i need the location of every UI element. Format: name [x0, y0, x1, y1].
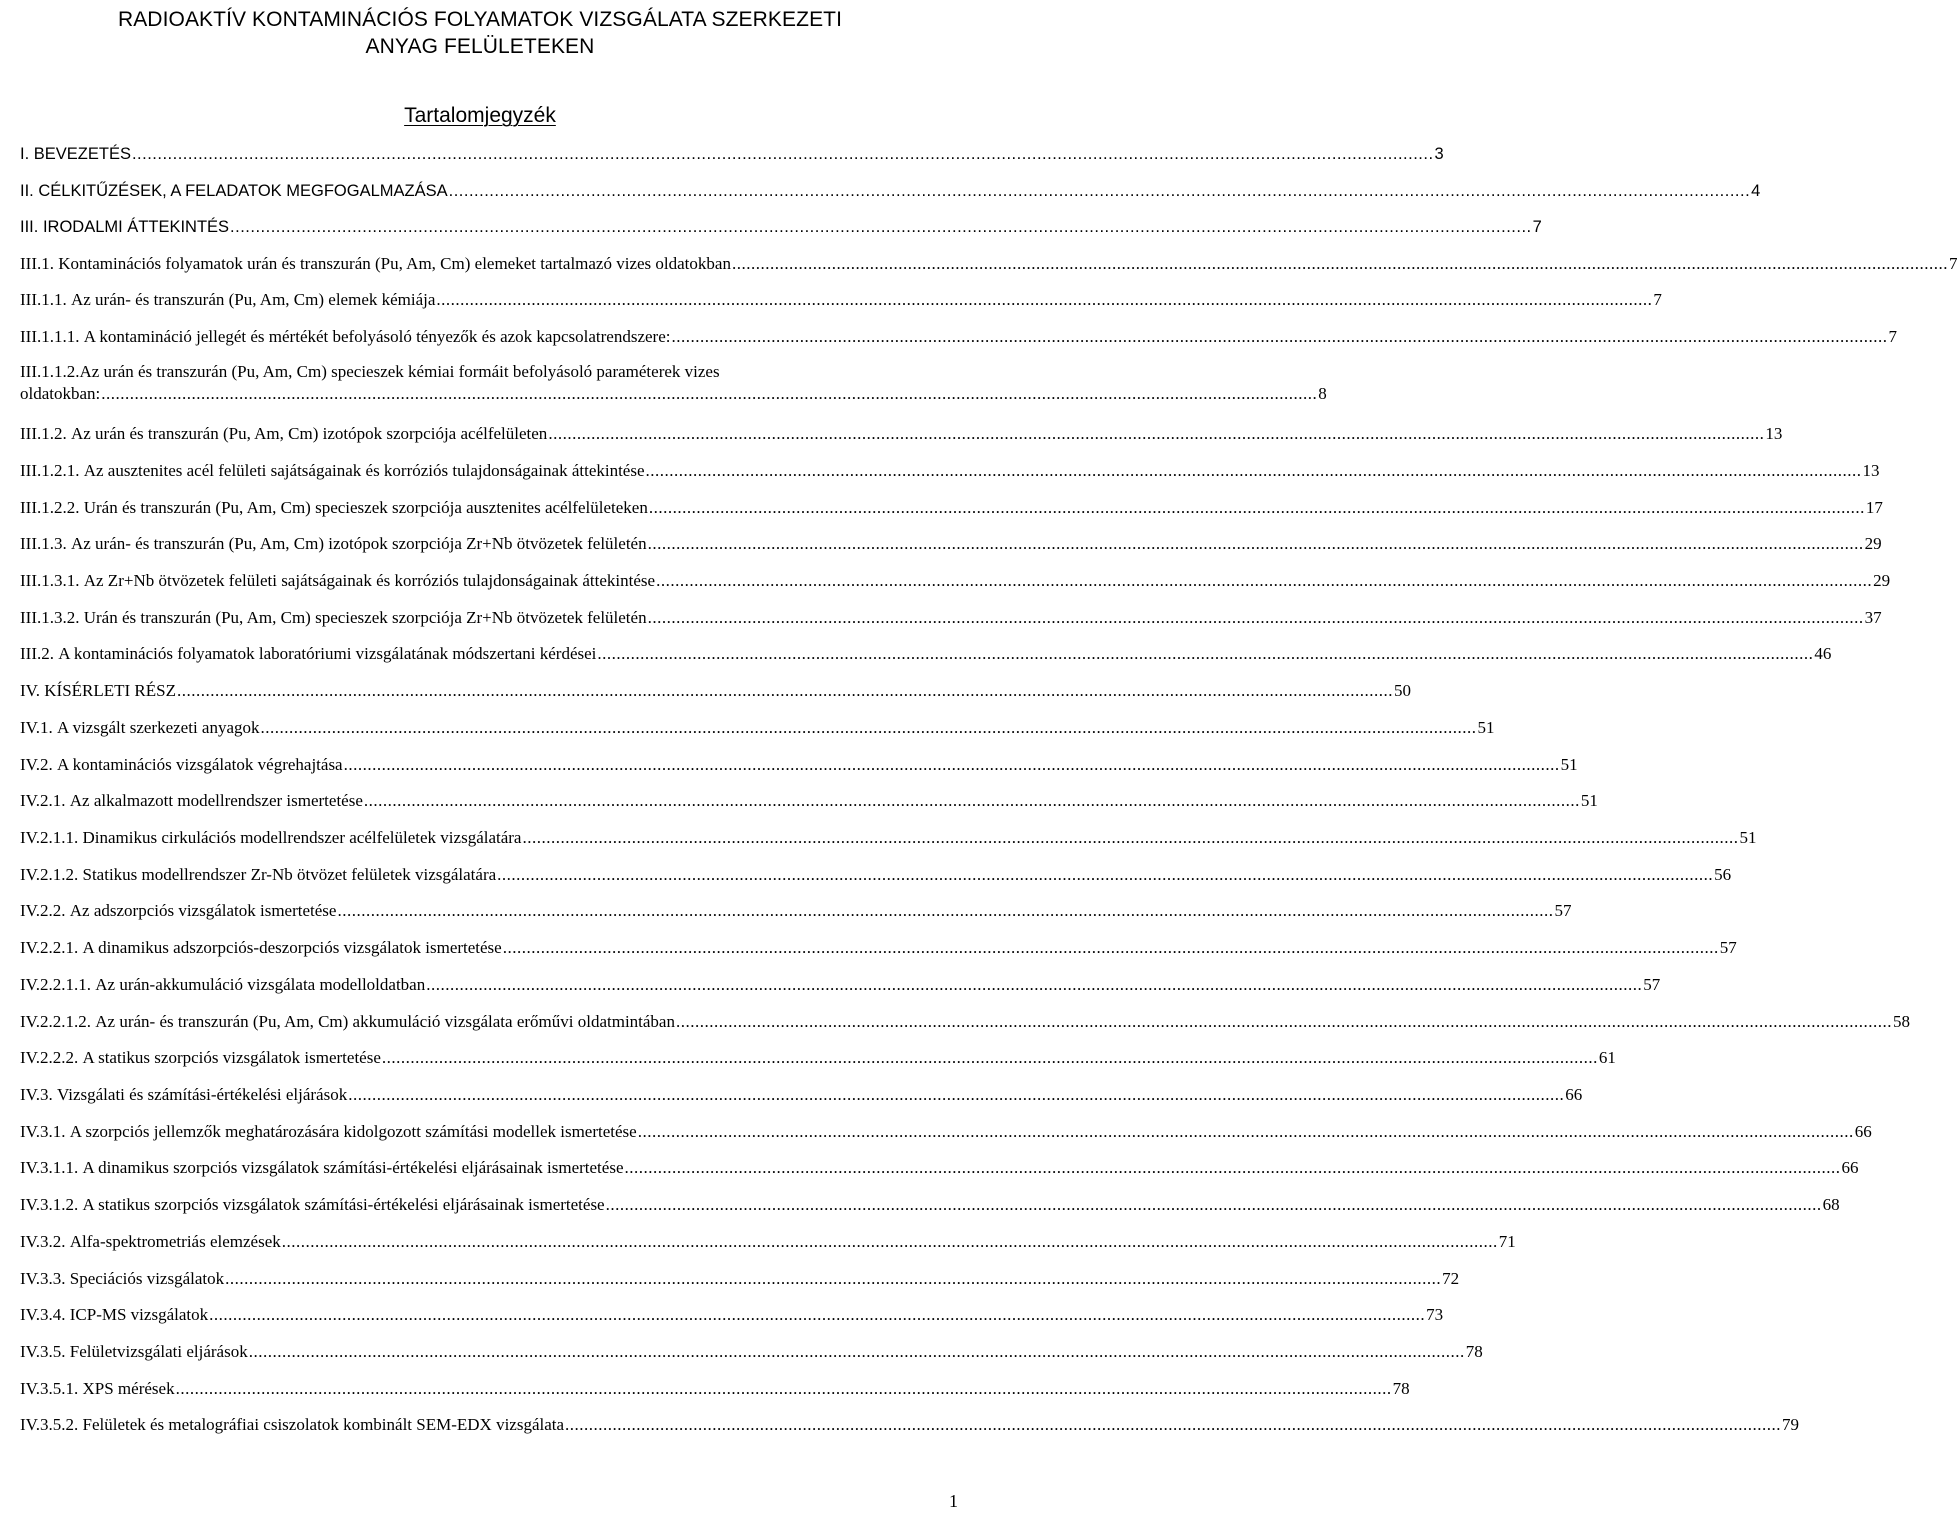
toc-entry-label: Az urán-akkumuláció vizsgálata modelloldatban: [95, 975, 426, 994]
toc-leader-dots: [261, 717, 1477, 739]
toc-entry-number: IV.3.2.: [20, 1232, 66, 1251]
toc-entry-number: III.1.3.2.: [20, 608, 80, 627]
toc-entry-number: II.: [20, 182, 34, 200]
toc-entry[interactable]: [20, 935, 1737, 959]
toc-entry-label: A statikus szorpciós vizsgálatok számítási-értékelési eljárásainak ismertetése: [82, 1195, 605, 1214]
toc-leader-dots: [282, 1231, 1498, 1253]
toc-leader-dots: [230, 216, 1532, 238]
toc-entry[interactable]: [20, 1229, 1516, 1253]
toc-entry-page: 29: [1873, 571, 1891, 590]
toc-entry-page: 58: [1892, 1012, 1910, 1031]
toc-entry[interactable]: [20, 641, 1832, 665]
toc-entry[interactable]: [20, 361, 1327, 409]
toc-entry[interactable]: [20, 678, 1411, 702]
toc-entry-page: 13: [1862, 461, 1880, 480]
toc-leader-dots: [382, 1047, 1598, 1069]
toc-entry-label: A statikus szorpciós vizsgálatok ismertetése: [82, 1048, 381, 1067]
toc-entry-label: Az adszorpciós vizsgálatok ismertetése: [69, 901, 337, 920]
toc-entry-page: 57: [1719, 938, 1737, 957]
toc-leader-dots: [606, 1194, 1822, 1216]
document-title-line-2: ANYAG FELÜLETEKEN: [365, 35, 595, 58]
toc-entry[interactable]: [20, 1045, 1616, 1069]
toc-entry-page: 57: [1643, 975, 1661, 994]
toc-leader-dots: [565, 1414, 1781, 1436]
toc-leader-dots: [364, 790, 1580, 812]
toc-entry-page: 66: [1565, 1085, 1583, 1104]
toc-leader-dots: [348, 1084, 1564, 1106]
toc-entry-page: 73: [1426, 1305, 1444, 1324]
toc-entry-number: III.1.1.: [20, 290, 67, 309]
toc-entry-number: III.1.3.: [20, 534, 67, 553]
toc-leader-dots: [132, 143, 1434, 165]
toc-entry-page: 51: [1560, 755, 1578, 774]
toc-entry-number: IV.3.4.: [20, 1305, 66, 1324]
toc-entry[interactable]: [20, 1266, 1460, 1290]
toc-entry[interactable]: [20, 1192, 1840, 1216]
toc-entry-page: 79: [1782, 1415, 1800, 1434]
toc-entry[interactable]: [20, 287, 1662, 311]
toc-entry-number: IV.2.2.1.2.: [20, 1012, 91, 1031]
toc-entry-number: IV.2.2.: [20, 901, 66, 920]
toc-entry-page: 57: [1554, 901, 1572, 920]
toc-entry[interactable]: [20, 1082, 1583, 1106]
toc-entry[interactable]: [20, 972, 1661, 996]
toc-entry[interactable]: [20, 531, 1882, 555]
toc-entry-label: IRODALMI ÁTTEKINTÉS: [42, 218, 230, 236]
toc-entry-label: Az ausztenites acél felületi sajátságainak és korróziós tulajdonságainak áttekintése: [83, 461, 645, 480]
toc-entry[interactable]: [20, 862, 1732, 886]
toc-leader-dots: [436, 289, 1652, 311]
toc-leader-dots: [503, 937, 1719, 959]
toc-entry-number: IV.3.1.2.: [20, 1195, 79, 1214]
toc-entry[interactable]: [20, 1339, 1483, 1363]
toc-entry-page: 37: [1864, 608, 1882, 627]
toc-entry-page: 8: [1318, 384, 1327, 403]
toc-leader-dots: [656, 570, 1872, 592]
toc-entry-label: Az Zr+Nb ötvözetek felületi sajátságainak és korróziós tulajdonságainak áttekintése: [83, 571, 656, 590]
toc-leader-dots: [209, 1304, 1425, 1326]
toc-entry[interactable]: [20, 568, 1891, 592]
toc-entry[interactable]: [20, 1155, 1859, 1179]
toc-entry-number: III.1.2.1.: [20, 461, 80, 480]
toc-leader-dots: [225, 1268, 1441, 1290]
toc-entry-page: 68: [1822, 1195, 1840, 1214]
toc-leader-dots: [676, 1011, 1892, 1033]
toc-entry[interactable]: [20, 715, 1495, 739]
page-number: 1: [949, 1491, 958, 1511]
toc-entry-number: IV.3.1.: [20, 1122, 66, 1141]
toc-entry-number: III.1.3.1.: [20, 571, 80, 590]
toc-entry-label: A dinamikus adszorpciós-deszorpciós vizsgálatok ismertetése: [82, 938, 502, 957]
toc-leader-dots: [176, 1378, 1392, 1400]
toc-entry-page: 72: [1442, 1269, 1460, 1288]
toc-entry-label: Az alkalmazott modellrendszer ismertetése: [69, 791, 363, 810]
toc-leader-dots: [449, 180, 1751, 202]
toc-entry-label: Az urán és transzurán (Pu, Am, Cm) izotópok szorpciója acélfelületen: [70, 424, 548, 443]
toc-entry-label: Az urán és transzurán (Pu, Am, Cm) specieszek kémiai formáit befolyásoló paraméterek vizes: [79, 362, 720, 381]
toc-entry-label: KÍSÉRLETI RÉSZ: [44, 681, 176, 700]
toc-entry-page: 51: [1739, 828, 1757, 847]
toc-leader-dots: [638, 1121, 1854, 1143]
toc-entry-label: XPS mérések: [82, 1379, 175, 1398]
toc-entry[interactable]: [20, 495, 1883, 519]
toc-entry[interactable]: [20, 324, 1897, 348]
toc-heading: Tartalomjegyzék: [404, 104, 556, 127]
toc-entry-number: III.1.1.1.: [20, 327, 80, 346]
toc-leader-dots: [625, 1157, 1841, 1179]
toc-entry-number: III.2.: [20, 644, 54, 663]
toc-entry-number: IV.2.1.2.: [20, 865, 79, 884]
toc-entry-label: A dinamikus szorpciós vizsgálatok számítási-értékelési eljárásainak ismertetése: [82, 1158, 624, 1177]
toc-entry-page: 78: [1392, 1379, 1410, 1398]
toc-entry[interactable]: [20, 141, 1444, 165]
toc-entry-page: 4: [1751, 182, 1761, 200]
toc-entry[interactable]: [20, 825, 1757, 849]
toc-entry-page: 3: [1434, 145, 1444, 163]
toc-entry-page: 56: [1714, 865, 1732, 884]
toc-entry-number: III.1.1.2.: [20, 362, 80, 381]
toc-entry-label: Felületvizsgálati eljárások: [69, 1342, 248, 1361]
toc-leader-dots: [548, 423, 1764, 445]
toc-entry-number: III.1.2.2.: [20, 498, 80, 517]
toc-entry-number: IV.2.1.: [20, 791, 66, 810]
toc-entry-page: 17: [1865, 498, 1883, 517]
toc-entry-number: IV.3.: [20, 1085, 53, 1104]
toc-entry-label: A vizsgált szerkezeti anyagok: [57, 718, 260, 737]
toc-entry-page: 7: [1948, 254, 1957, 273]
toc-entry[interactable]: [20, 1412, 1800, 1436]
toc-leader-dots: [597, 643, 1813, 665]
toc-entry-label: Alfa-spektrometriás elemzések: [69, 1232, 281, 1251]
toc-leader-dots: [101, 383, 1317, 405]
toc-entry-number: IV.2.2.2.: [20, 1048, 79, 1067]
toc-entry-label: A kontamináció jellegét és mértékét befolyásoló tényezők és azok kapcsolatrendszere:: [83, 327, 671, 346]
toc-entry-number: IV.2.: [20, 755, 53, 774]
toc-entry-number: IV.2.2.1.: [20, 938, 79, 957]
toc-entry-page: 61: [1598, 1048, 1616, 1067]
toc-leader-dots: [522, 827, 1738, 849]
toc-entry-number: IV.: [20, 681, 40, 700]
toc-entry-page: 78: [1465, 1342, 1483, 1361]
toc-entry-label: Az urán- és transzurán (Pu, Am, Cm) elemek kémiája: [70, 290, 436, 309]
toc-entry-label: A kontaminációs folyamatok laboratóriumi vizsgálatának módszertani kérdései: [58, 644, 597, 663]
toc-entry-label: Statikus modellrendszer Zr-Nb ötvözet felületek vizsgálatára: [82, 865, 497, 884]
toc-leader-dots: [249, 1341, 1465, 1363]
toc-entry-page: 7: [1653, 290, 1662, 309]
toc-entry-number: I.: [20, 145, 30, 163]
toc-entry-number: IV.3.1.1.: [20, 1158, 79, 1177]
toc-leader-dots: [344, 754, 1560, 776]
toc-entry[interactable]: [20, 1119, 1872, 1143]
toc-entry-label: Az urán- és transzurán (Pu, Am, Cm) izotópok szorpciója Zr+Nb ötvözetek felületén: [70, 534, 647, 553]
toc-entry[interactable]: [20, 1009, 1910, 1033]
toc-entry[interactable]: [20, 898, 1572, 922]
toc-entry[interactable]: [20, 788, 1598, 812]
toc-entry-label: ICP-MS vizsgálatok: [69, 1305, 209, 1324]
toc-entry-page: 13: [1765, 424, 1783, 443]
toc-entry[interactable]: [20, 605, 1882, 629]
toc-entry[interactable]: [20, 214, 1542, 238]
toc-entry[interactable]: [20, 178, 1761, 202]
toc-entry-page: 66: [1854, 1122, 1872, 1141]
toc-entry-label: Az urán- és transzurán (Pu, Am, Cm) akkumuláció vizsgálata erőművi oldatmintában: [95, 1012, 675, 1031]
toc-leader-dots: [426, 974, 1642, 996]
toc-leader-dots: [732, 253, 1948, 275]
toc-entry-page: 51: [1477, 718, 1495, 737]
toc-entry-label: Vizsgálati és számítási-értékelési eljárások: [57, 1085, 348, 1104]
toc-entry-label: Urán és transzurán (Pu, Am, Cm) specieszek szorpciója Zr+Nb ötvözetek felületén: [83, 608, 647, 627]
toc-entry-page: 46: [1814, 644, 1832, 663]
toc-leader-dots: [649, 497, 1865, 519]
toc-leader-dots: [177, 680, 1393, 702]
toc-leader-dots: [337, 900, 1553, 922]
toc-entry-page: 29: [1864, 534, 1882, 553]
toc-entry-label: A szorpciós jellemzők meghatározására kidolgozott számítási modellek ismertetése: [69, 1122, 637, 1141]
toc-entry-number: III.: [20, 218, 39, 236]
toc-entry-number: IV.2.1.1.: [20, 828, 79, 847]
toc-entry[interactable]: [20, 1302, 1444, 1326]
toc-entry-page: 51: [1580, 791, 1598, 810]
document-title: [0, 6, 960, 60]
toc-entry-label: Urán és transzurán (Pu, Am, Cm) specieszek szorpciója ausztenites acélfelületeken: [83, 498, 648, 517]
toc-entry-number: III.1.: [20, 254, 54, 273]
toc-entry-label: Dinamikus cirkulációs modellrendszer acélfelületek vizsgálatára: [82, 828, 522, 847]
toc-entry-number: III.1.2.: [20, 424, 67, 443]
toc-entry-label: BEVEZETÉS: [33, 145, 131, 163]
toc-leader-dots: [648, 607, 1864, 629]
toc-entry-page: 71: [1498, 1232, 1516, 1251]
toc-entry-number: IV.3.5.1.: [20, 1379, 79, 1398]
toc-entry[interactable]: [20, 421, 1783, 445]
toc-entry-label: A kontaminációs vizsgálatok végrehajtása: [57, 755, 343, 774]
toc-entry-number: IV.3.3.: [20, 1269, 66, 1288]
toc-entry-page: 50: [1394, 681, 1411, 700]
toc-entry-number: IV.2.2.1.1.: [20, 975, 91, 994]
toc-entry[interactable]: [20, 1376, 1410, 1400]
toc-leader-dots: [497, 864, 1713, 886]
toc-entry-label: Speciációs vizsgálatok: [69, 1269, 225, 1288]
toc-entry-page: 7: [1532, 218, 1542, 236]
toc-entry-label: Felületek és metalográfiai csiszolatok kombinált SEM-EDX vizsgálata: [82, 1415, 565, 1434]
toc-leader-dots: [646, 460, 1862, 482]
toc-entry[interactable]: [20, 251, 1957, 275]
toc-leader-dots: [671, 326, 1887, 348]
toc-entry[interactable]: [20, 752, 1578, 776]
toc-entry[interactable]: [20, 458, 1880, 482]
toc-entry-page: 66: [1841, 1158, 1859, 1177]
toc-leader-dots: [648, 533, 1864, 555]
document-title-line-1: RADIOAKTÍV KONTAMINÁCIÓS FOLYAMATOK VIZSGÁLATA SZERKEZETI: [117, 8, 843, 31]
toc-entry-page: 7: [1888, 327, 1897, 346]
toc-entry-label-continued: oldatokban:: [20, 384, 101, 403]
toc-entry-number: IV.3.5.: [20, 1342, 66, 1361]
toc-entry-number: IV.1.: [20, 718, 53, 737]
toc-entry-number: IV.3.5.2.: [20, 1415, 79, 1434]
toc-entry-label: Kontaminációs folyamatok urán és transzurán (Pu, Am, Cm) elemeket tartalmazó vizes oldatokban: [58, 254, 731, 273]
toc-entry-label: CÉLKITŰZÉSEK, A FELADATOK MEGFOGALMAZÁSA: [38, 182, 448, 200]
